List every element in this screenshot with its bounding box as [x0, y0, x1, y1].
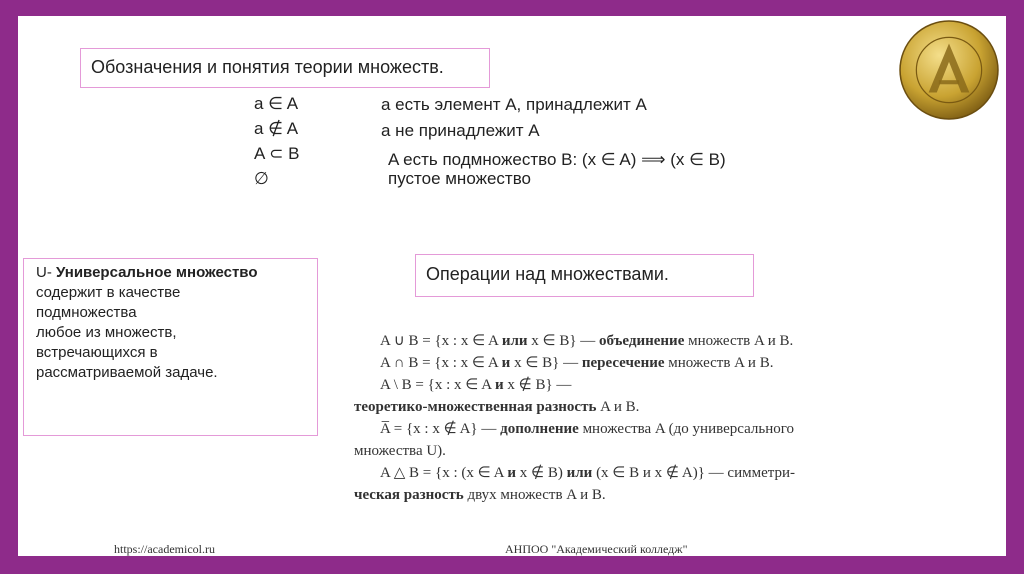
formula-line: A ∪ B = {x : x ∈ A или x ∈ B} — объединение множеств A и B. [380, 333, 794, 349]
formula-line: A ∩ B = {x : x ∈ A и x ∈ B} — пересечение множеств A и B. [380, 355, 774, 371]
formula-line: A̅ = {x : x ∉ A} — дополнение множества A (до универсального [380, 421, 795, 437]
symbol-subset: A ⊂ B [254, 144, 300, 163]
operations-title: Операции над множествами. [426, 264, 669, 284]
symbol-empty-set: ∅ [254, 169, 269, 188]
universal-line: рассматриваемой задаче. [36, 364, 218, 381]
footer-org: АНПОО "Академический колледж" [505, 542, 688, 556]
symbol-not-element-of: a ∉ A [254, 119, 299, 138]
notation-symbols [254, 92, 299, 192]
formula-line: теоретико-множественная разность A и B. [354, 399, 640, 415]
page-title: Обозначения и понятия теории множеств. [91, 57, 444, 77]
desc-element-of: a есть элемент A, принадлежит A [381, 95, 647, 114]
desc-not-element-of: a не принадлежит A [381, 121, 540, 140]
desc-subset: A есть подмножество B: (x ∈ A) ⟹ (x ∈ B) [388, 150, 726, 169]
universal-set-box [23, 258, 318, 436]
symbol-element-of: a ∈ A [254, 94, 299, 113]
desc-empty-set: пустое множество [388, 169, 531, 188]
slide [18, 16, 1006, 556]
title-box [80, 48, 490, 88]
formula-line: ческая разность двух множеств A и B. [354, 487, 606, 503]
universal-line: подмножества [36, 304, 137, 321]
college-logo [898, 19, 1000, 121]
universal-line: встречающихся в [36, 344, 158, 361]
universal-term: Универсальное множество [56, 264, 258, 281]
operations-title-box [415, 254, 754, 297]
universal-prefix: U- [36, 264, 56, 281]
set-operations-formulas [354, 330, 874, 506]
universal-line: содержит в качестве [36, 284, 181, 301]
formula-line: A △ B = {x : (x ∈ A и x ∉ B) или (x ∈ B и x ∉ A)} — симметри- [380, 465, 796, 481]
footer-url[interactable]: https://academicol.ru [114, 542, 215, 556]
formula-line: множества U). [354, 443, 446, 459]
formula-line: A \ B = {x : x ∈ A и x ∉ B} — [380, 377, 572, 393]
universal-line: любое из множеств, [36, 324, 177, 341]
